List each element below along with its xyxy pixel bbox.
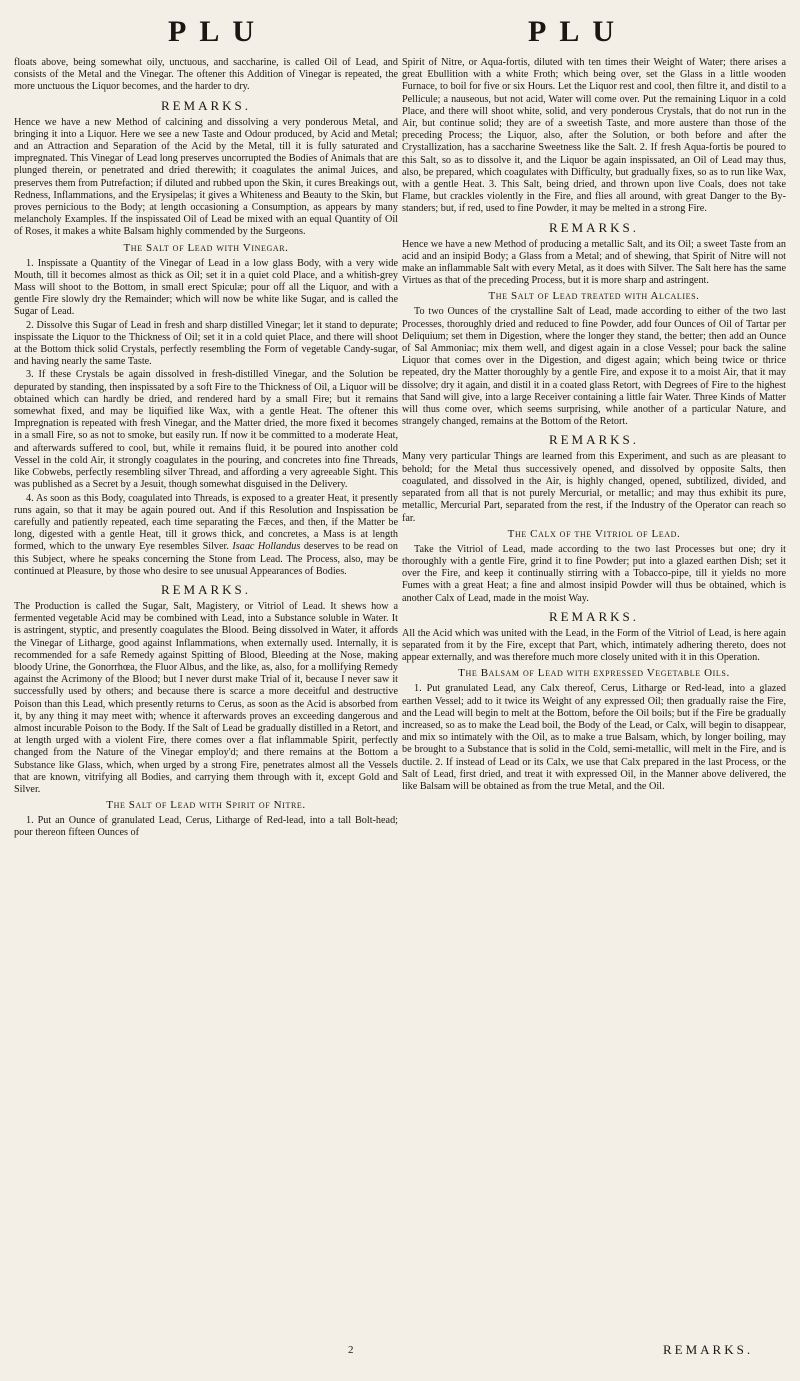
subsection-heading: The Salt of Lead with Spirit of Nitre. [106,799,306,812]
paragraph: Spirit of Nitre, or Aqua-fortis, diluted with ten times their Weight of Water; there arises a great Ebullition with a white Froth; which being over, set the Glass in a little wooden Furnace, to boil for five or six Hours. Let the Liquor rest and cool, then filtre it, and distil to a Pellicule; a nauseous, but not acid, Water will come over. Put the remaining Liquor in a cold Place, and there will shoot white, solid, and very ponderous Crystals, that do not run in the Air, but continue solid; they are of a sweetish Taste, and more austere than those of the preceding Process; the Liquor, also, after the Solution, or both before and after the Crystallization, has a saccharine Sweetness like the Salt. 2. If fresh Aqua-fortis be poured to this Salt, so as to dissolve it, and the Liquor be again inspissated, an Oil of Lead may thus, also, be prepared, which coagulates with Difficulty, but gradually fixes, so as to run like Wax, with a gentle Heat. 3. This Salt, being dried, and thrown upon live Coals, does not take Flame, but crackles violently in the Fire, and flies all around, with great Danger to the By-standers; but, if red, used to fine Powder, it may be melted in a strong Fire. [402,57,786,215]
subsection-heading: The Salt of Lead treated with Alcalies. [488,290,700,303]
paragraph: 3. If these Crystals be again dissolved in fresh-distilled Vinegar, and the Solution be depurated by standing, then inspissated by a soft Fire to the Thickness of Oil, a Liquor will be obtained which can hardly be dried, and rendered hard by a small Fire; but it remains somewhat fixed, and may be liquified like Wax, with a gentle Heat. The oftener this Impregnation is repeated with fresh Vinegar, and the Matter dried, the more fixed it becomes in a small Fire, so as not to smoke, but easily run. If now it be committed to a moderate Heat, and afterwards suffered to cool, but, while it remains fluid, it be poured into another cold Vessel in the cold Air, it strongly coagulates in the pouring, and concretes into fine Threads, like Cobwebs, perfectly resembling silver Thread, and affording a very agreeable Sight. This was published as a Secret by a Jesuit, though somewhat disguised in the Delivery. [14,369,398,491]
paragraph: All the Acid which was united with the Lead, in the Form of the Vitriol of Lead, is here again separated from it by the Fire, except that Part, which, intimately adhering thereto, does not appear externally, and was therefore much more closely united with it in this Operation. [402,627,786,664]
paragraph [14,493,398,578]
running-head-left: PLU [168,15,267,48]
section-heading: REMARKS. [548,608,640,624]
paragraph-text: 4. As soon as this Body, coagulated into Threads, is exposed to a greater Heat, it presently runs again, so that it may be again poured out. And if this Resolution and Inspissation be carefully and patiently repeated, each time separating the Fæces, and then, if the Matter be long, digested with a gentle Heat, till it grows thick, and concretes, a Mass is at length formed, which to the unwary Eye resembles Silver. [14,492,398,553]
paragraph: 1. Put an Ounce of granulated Lead, Cerus, Litharge of Red-lead, into a tall Bolt-head; pour thereon fifteen Ounces of [14,815,398,839]
section-heading: REMARKS. [160,581,252,597]
paragraph: floats above, being somewhat oily, unctuous, and saccharine, is called Oil of Lead, and consists of the Metal and the Vinegar. The oftener this Addition of Vinegar is repeated, the more unctuous the Liquor becomes, and the harder to dry. [14,57,398,93]
section-heading: REMARKS. [548,432,640,448]
right-column [402,57,786,1357]
paragraph: Take the Vitriol of Lead, made according to the two last Processes but one; dry it thoroughly with a gentle Fire, grind it to fine Powder; put into a glazed earthen Dish; set it over the Fire, and keep it continually stirring with a Tobacco-pipe, till it yields no more Fumes with a great Heat; a fine and almost insipid Powder will thus be obtained, which is another Calx of Lead, made in the moist Way. [402,543,786,604]
page-number: 2 [348,1344,354,1356]
subsection-heading: The Salt of Lead with Vinegar. [123,241,289,254]
paragraph: Hence we have a new Method of producing a metallic Salt, and its Oil; a sweet Taste from an acid and an insipid Body; a Glass from a Metal; and of shewing, that Spirit of Nitre will not make an inflammable Salt with every Metal, as it does with Silver. The Salt here has the same Virtues as that of the preceding Process, but it is more sharp and astringent. [402,238,786,287]
left-column [14,57,398,1357]
subsection-heading: The Calx of the Vitriol of Lead. [507,527,681,540]
paragraph: 2. Dissolve this Sugar of Lead in fresh and sharp distilled Vinegar; let it stand to depurate; inspissate the Liquor to the Thickness of Oil; set it in a cold quiet Place, and there will shoot at the Bottom thick solid Crystals, perfectly resembling the Form of vegetable Candy-sugar, and having nearly the same Taste. [14,319,398,368]
section-heading: REMARKS. [160,97,252,113]
author-name: Isaac Hollandus [232,541,301,553]
section-heading: REMARKS. [548,219,640,235]
paragraph: 1. Inspissate a Quantity of the Vinegar of Lead in a low glass Body, with a very wide Mouth, till it becomes almost as thick as Oil; set it in a quiet cold Place, and a whitish-grey Mass will shoot to the Bottom, in small erect Spiculæ; pour off all the Liquor, and with a gentle Fire slowly dry the Remainder; which will now be white like Sugar, and is called the Sugar of Lead. [14,257,398,318]
catchword: REMARKS. [663,1342,754,1357]
paragraph: To two Ounces of the crystalline Salt of Lead, made according to either of the two last Processes, thoroughly dried and reduced to fine Powder, add four Ounces of Oil of Tartar per Deliquium; set them in Digestion, where the longer they stand, the better; then add an Ounce of Sal Ammoniac; mix them well, and digest again in a close Vessel; pour back the saline Liquor that comes over in the Digestion, and digest again; which being twice or thrice repeated, dry the Matter thoroughly by a gentle Fire, and expose it to a moist Air, that it may dissolve; dry it again, and distil it in a coated glass Retort, with Degrees of Fire to the highest that Sand will give, into a large Receiver containing a little fair Water. Three Kinds of Matter will thus come over, which seems surprising, while another of a particular Nature, and strangely changed, remains at the Bottom of the Retort. [402,306,786,428]
paragraph: The Production is called the Sugar, Salt, Magistery, or Vitriol of Lead. It shews how a fermented vegetable Acid may be combined with Lead, into a Substance soluble in Water. It is astringent, styptic, and presently coagulates the Blood. Being dissolved in Water, it affords the Vinegar of Litharge, good against Inflammations, when externally used. Internally, it is recommended for a safe Remedy against Spitting of Blood, Bleeding at the Nose, making bloody Urine, the Gonorrhœa, the Fluor Albus, and the like, as, also, for a mollifying Remedy against the Acrimony of the Blood; but I never durst make Trial of it, because I never saw it successfully used by others; and because there is scarce a more deceitful and destructive Poison than this Lead, which presently returns to Cerus, as soon as the Acid is absorbed from it, by any thing it may meet with; whence it afterwards proves an exceeding dangerous and almost incurable Poison to the Body. If the Salt of Lead be gradually distilled in a Retort, and at length urged with a violent Fire, there comes over a flat inflammable Spirit, perfectly changed from the Nature of the Vinegar employ'd; and there remains at the Bottom a Substance like Glass, which, when urged by a strong Fire, penetrates almost all the Vessels that are known, vitrifying all Bodies, and carrying them through with it, except Gold and Silver. [14,600,398,795]
paragraph-text: deserves to be read on this Subject, where he speaks concerning the Stone from Lead. The Process, also, may be continued at Pleasure, by those who desire to see unusual Appearances of Bodies. [14,541,398,577]
paragraph: Many very particular Things are learned from this Experiment, and such as are pleasant to behold; for the Metal thus successively opened, and dissolved by opposite Salts, then coagulated, and dissolved in the Air, is highly changed, opened, subtilized, divided, and separated from all that is not purely Mercurial, or metallic; and may thus exhibit its pure, metallic, Mercurial Part, separated from the rest, if the Industry of the Operator can reach so far. [402,451,786,524]
paragraph: Hence we have a new Method of calcining and dissolving a very ponderous Metal, and bringing it into a Liquor. Here we see a new Taste and Odour produced, by Acid and Metal; and an Attraction and Separation of the Acid by the Metal, till it is fully saturated and impregnated. This Vinegar of Lead long preserves uncorrupted the Bodies of Animals that are plunged therein, or penetrated and dried therewith; it coagulates the animal Juices, and preserves them from Putrefaction; if diluted and rubbed upon the Skin, it cures Breakings out, Redness, Inflammations, and the Erysipelas; it gives a Whiteness and Beauty to the Skin, but proves pernicious to the Body; at length occasioning a Consumption, as appears by many melancholy Examples. If the inspissated Oil of Lead be mixed with an equal Quantity of Oil of Roses, it makes a white Balsam highly commended by the Surgeons. [14,116,398,238]
paragraph: 1. Put granulated Lead, any Calx thereof, Cerus, Litharge or Red-lead, into a glazed earthen Vessel; add to it twice its Weight of any expressed Oil; then gradually raise the Fire, and the Lead will begin to melt at the Bottom, before the Oil boils; but if the Fire be gradually increased, so as to make the Lead boil, the Body of the Lead, or Calx, will begin to disappear, and mix so intimately with the Oil, as to make a true Balsam, which, by longer boiling, may be brought to a Substance that is solid in the Cold, semi-metallic, will melt in the Fire, and is ductile. 2. If instead of Lead or its Calx, we use that Calx prepared in the last Process, or the Salt of Lead, first dried, and treat it with expressed Oil, in the Manner above delivered, the like Balsam will be obtained as from the true Metal, and the Oil. [402,683,786,792]
subsection-heading: The Balsam of Lead with expressed Vegetable Oils. [458,667,730,680]
running-head-right: PLU [528,15,627,48]
